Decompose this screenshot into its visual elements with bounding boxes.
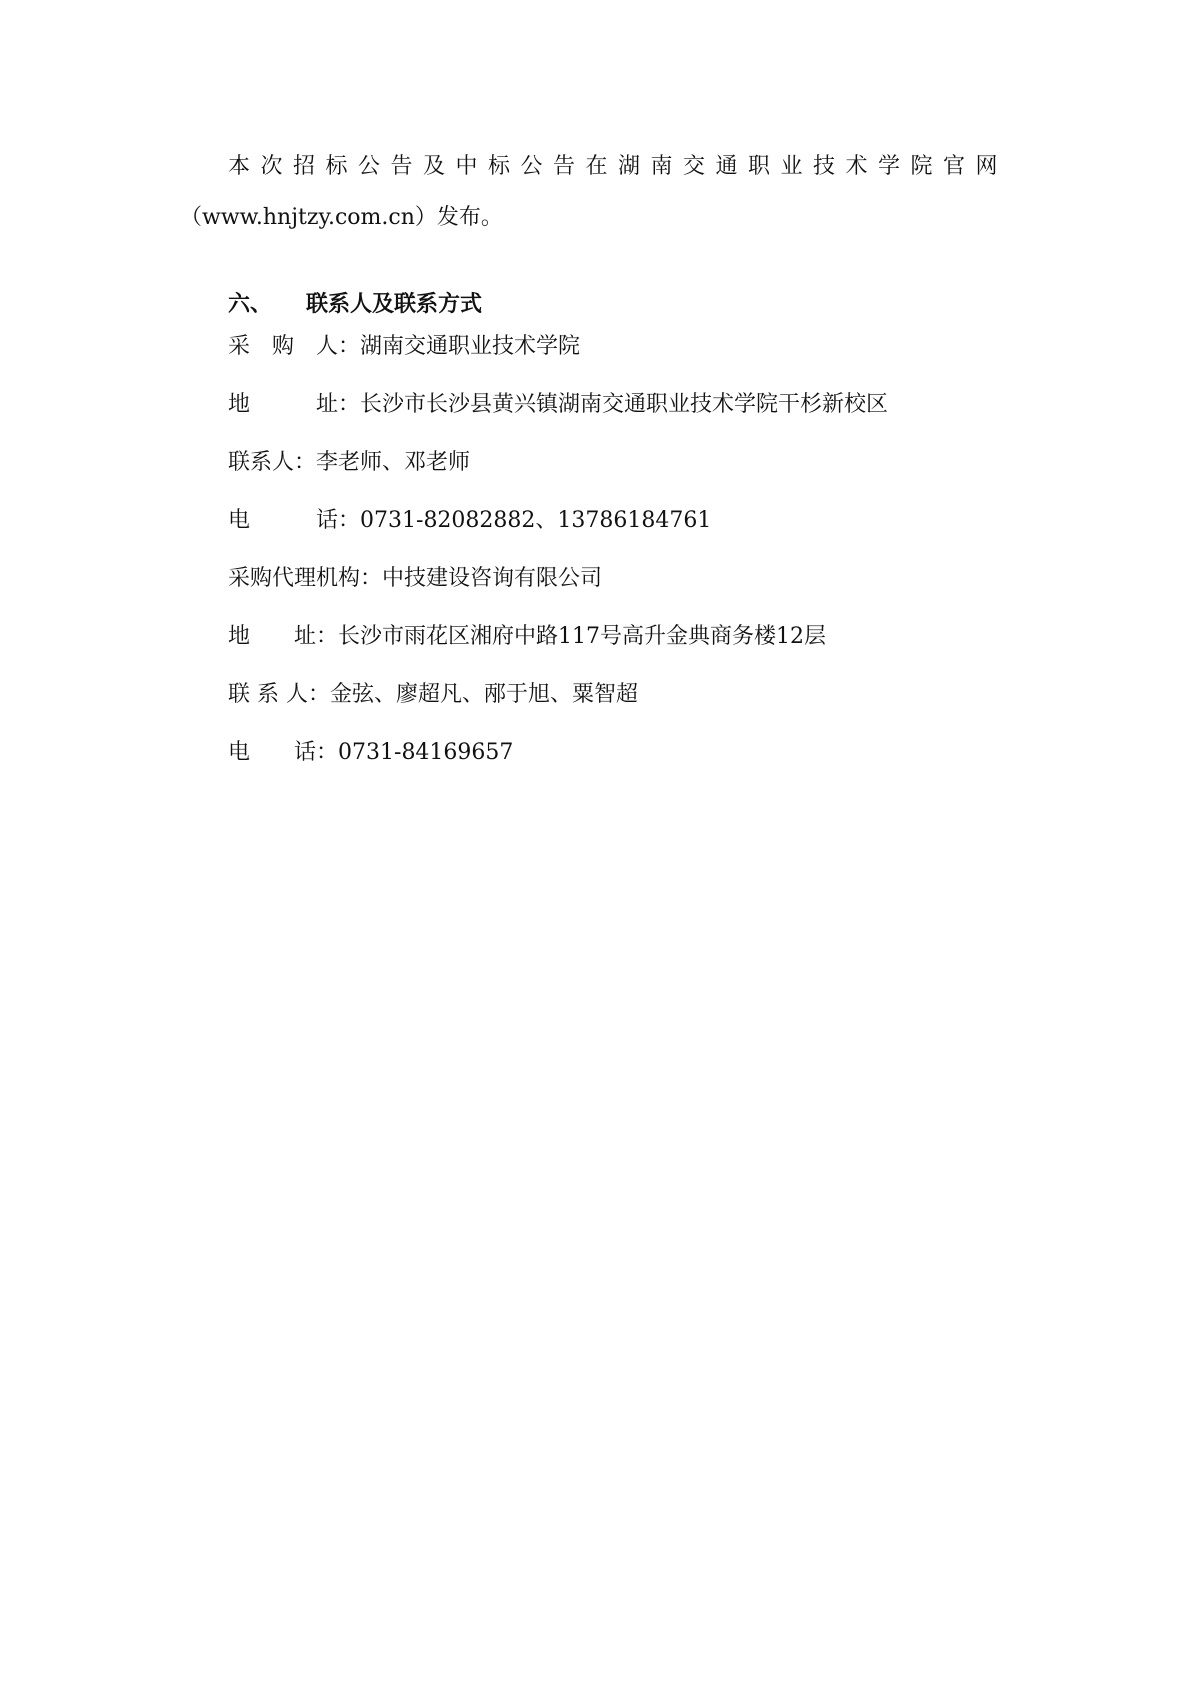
purchaser-name-row	[228, 332, 580, 362]
purchaser-address-row	[228, 390, 888, 420]
section-title: 联系人及联系方式	[306, 292, 483, 317]
purchaser-contact-row	[228, 448, 470, 478]
agency-contact-row	[228, 680, 638, 710]
purchaser-name-label: 采 购 人：	[228, 334, 361, 359]
agency-phone: 0731-84169657	[338, 740, 514, 765]
section-number: 六、	[228, 292, 273, 317]
intro-line-2: （www.hnjtzy.com.cn）发布。	[180, 205, 503, 230]
section-heading	[228, 290, 482, 320]
agency-contact: 金弦、廖超凡、邴于旭、粟智超	[330, 682, 639, 707]
agency-name: 中技建设咨询有限公司	[382, 566, 603, 591]
purchaser-contact-label: 联系人：	[228, 450, 317, 475]
agency-address-row	[228, 622, 826, 652]
intro-line-1: 本次招标公告及中标公告在湖南交通职业技术学院官网	[228, 154, 1009, 179]
agency-name-label: 采购代理机构：	[228, 566, 383, 591]
purchaser-address-label: 地 址：	[228, 392, 361, 417]
purchaser-address: 长沙市长沙县黄兴镇湖南交通职业技术学院干杉新校区	[360, 392, 889, 417]
purchaser-name: 湖南交通职业技术学院	[360, 334, 581, 359]
purchaser-phone-label: 电 话：	[228, 508, 361, 533]
purchaser-contact: 李老师、邓老师	[316, 450, 471, 475]
agency-phone-row	[228, 738, 513, 768]
agency-phone-label: 电 话：	[228, 740, 339, 765]
agency-contact-label: 联 系 人：	[228, 682, 330, 707]
agency-address: 长沙市雨花区湘府中路117号高升金典商务楼12层	[338, 624, 827, 649]
purchaser-phone: 0731-82082882、13786184761	[360, 508, 712, 533]
agency-address-label: 地 址：	[228, 624, 339, 649]
purchaser-phone-row	[228, 506, 711, 536]
agency-name-row	[228, 564, 602, 594]
